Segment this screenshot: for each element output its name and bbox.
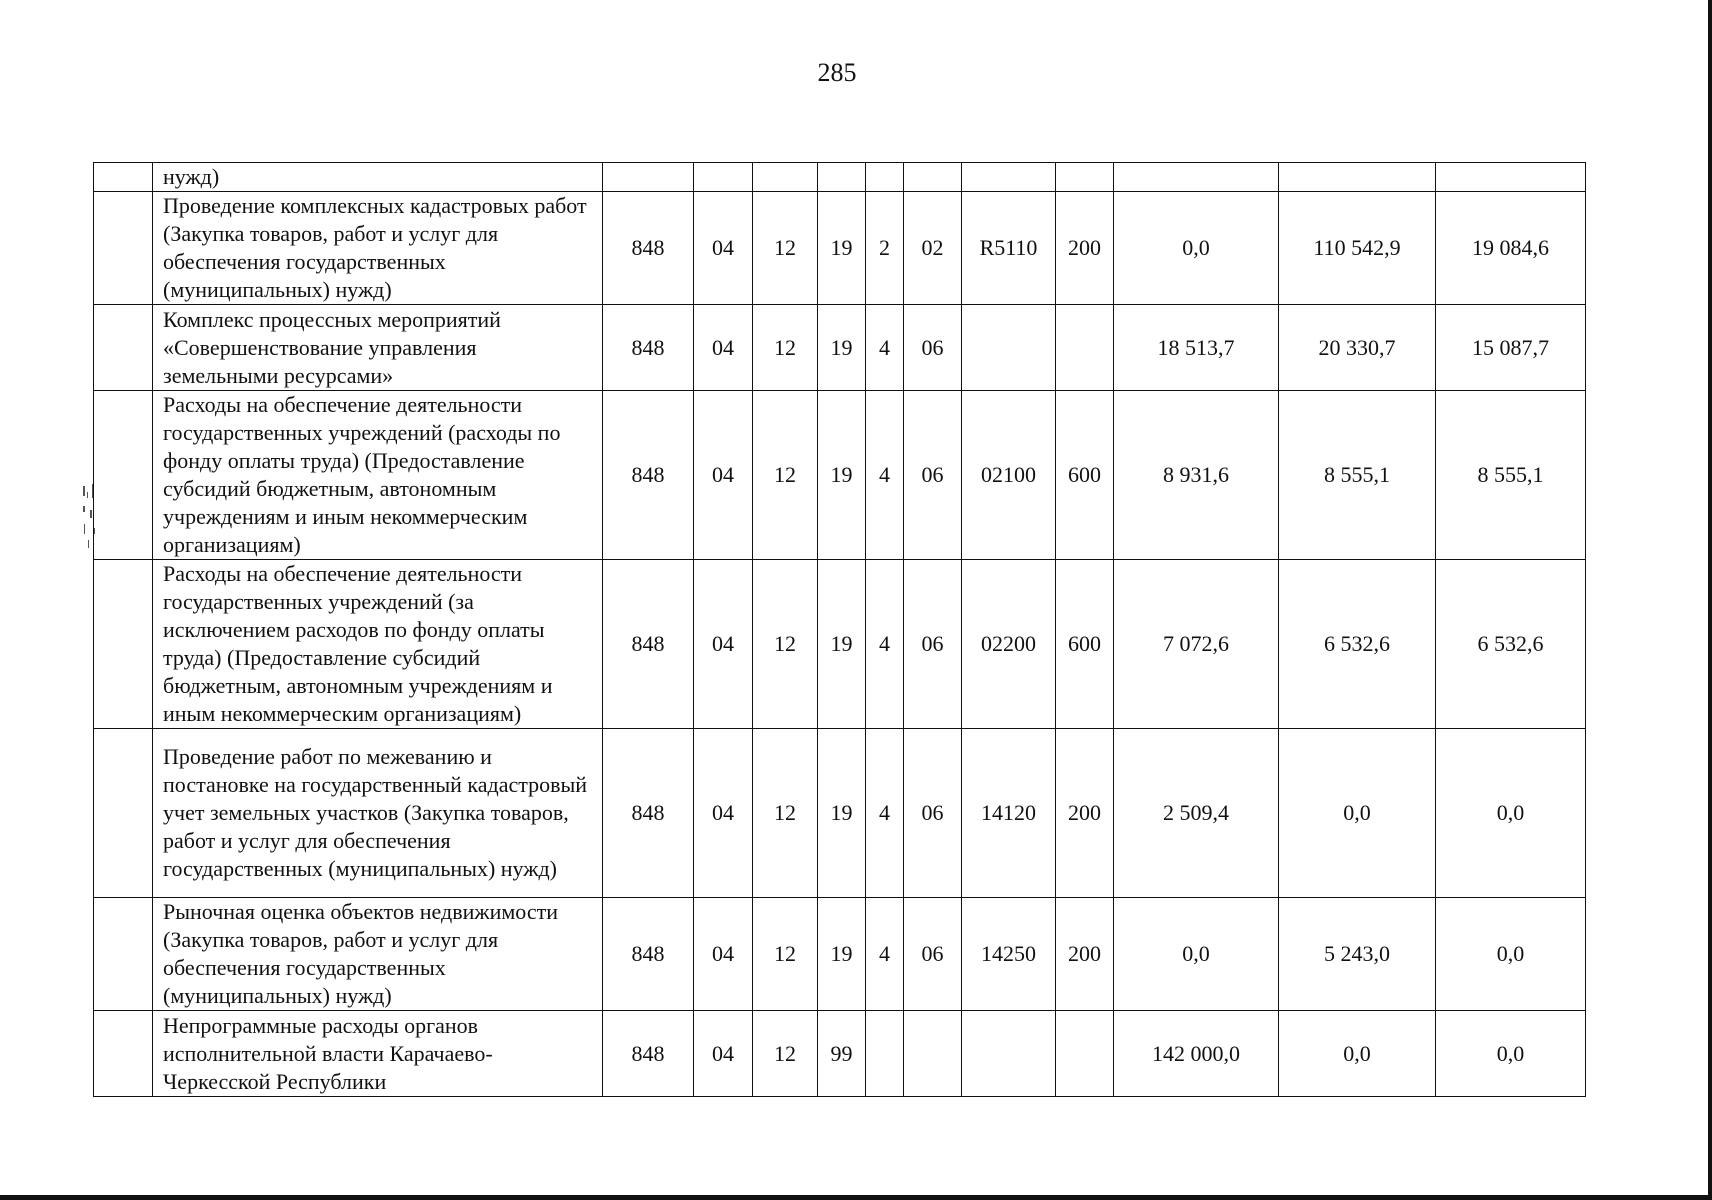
target-article-cell: R5110 bbox=[962, 192, 1056, 305]
amount-year-3-cell: 15 087,7 bbox=[1436, 305, 1586, 391]
subsection-code-cell: 12 bbox=[753, 305, 818, 391]
subprogram-code-cell: 2 bbox=[866, 192, 904, 305]
amount-year-2-cell: 6 532,6 bbox=[1279, 560, 1436, 729]
ministry-code-cell: 848 bbox=[603, 391, 694, 560]
ministry-code-cell: 848 bbox=[603, 1011, 694, 1097]
section-code-cell: 04 bbox=[694, 1011, 753, 1097]
program-code-cell: 19 bbox=[818, 898, 866, 1011]
section-code-cell: 04 bbox=[694, 305, 753, 391]
target-article-cell bbox=[962, 305, 1056, 391]
amount-year-3-cell: 0,0 bbox=[1436, 1011, 1586, 1097]
amount-year-1-cell: 7 072,6 bbox=[1114, 560, 1279, 729]
subprogram-code-cell: 4 bbox=[866, 729, 904, 898]
table-row bbox=[94, 192, 1586, 305]
expense-type-cell: 200 bbox=[1056, 729, 1114, 898]
amount-year-1-cell: 2 509,4 bbox=[1114, 729, 1279, 898]
subsection-code-cell: 12 bbox=[753, 1011, 818, 1097]
event-code-cell: 02 bbox=[904, 192, 962, 305]
expense-type-cell: 200 bbox=[1056, 192, 1114, 305]
description-cell: Расходы на обеспечение деятельности государственных учреждений (расходы по фонду оплаты труда) (Предоставление субсидий бюджетным, автономным учреждениям и иным некоммерческим организациям) bbox=[153, 391, 603, 560]
amount-year-2-cell: 20 330,7 bbox=[1279, 305, 1436, 391]
ministry-code-cell: 848 bbox=[603, 560, 694, 729]
description-cell: Комплекс процессных мероприятий «Совершенствование управления земельными ресурсами» bbox=[153, 305, 603, 391]
expense-type-cell bbox=[1056, 305, 1114, 391]
budget-table bbox=[93, 162, 1586, 1097]
description-cell: нужд) bbox=[153, 163, 603, 192]
section-code-cell: 04 bbox=[694, 729, 753, 898]
amount-year-2-cell: 5 243,0 bbox=[1279, 898, 1436, 1011]
amount-year-1-cell: 18 513,7 bbox=[1114, 305, 1279, 391]
ministry-code-cell: 848 bbox=[603, 898, 694, 1011]
amount-year-1-cell: 0,0 bbox=[1114, 898, 1279, 1011]
amount-year-3-cell: 6 532,6 bbox=[1436, 560, 1586, 729]
margin-scan-mark bbox=[80, 480, 108, 560]
program-code-cell bbox=[818, 163, 866, 192]
ministry-code-cell: 848 bbox=[603, 729, 694, 898]
program-code-cell: 19 bbox=[818, 305, 866, 391]
target-article-cell: 14250 bbox=[962, 898, 1056, 1011]
subprogram-code-cell bbox=[866, 163, 904, 192]
section-code-cell: 04 bbox=[694, 192, 753, 305]
event-code-cell bbox=[904, 1011, 962, 1097]
row-index-cell bbox=[94, 1011, 153, 1097]
subsection-code-cell: 12 bbox=[753, 560, 818, 729]
table-row bbox=[94, 305, 1586, 391]
amount-year-1-cell: 0,0 bbox=[1114, 192, 1279, 305]
amount-year-3-cell: 0,0 bbox=[1436, 898, 1586, 1011]
target-article-cell: 14120 bbox=[962, 729, 1056, 898]
amount-year-1-cell: 8 931,6 bbox=[1114, 391, 1279, 560]
expense-type-cell: 200 bbox=[1056, 898, 1114, 1011]
table-row bbox=[94, 1011, 1586, 1097]
program-code-cell: 19 bbox=[818, 560, 866, 729]
program-code-cell: 99 bbox=[818, 1011, 866, 1097]
description-cell: Непрограммные расходы органов исполнительной власти Карачаево-Черкесской Республики bbox=[153, 1011, 603, 1097]
target-article-cell bbox=[962, 1011, 1056, 1097]
amount-year-2-cell: 110 542,9 bbox=[1279, 192, 1436, 305]
event-code-cell: 06 bbox=[904, 391, 962, 560]
row-index-cell bbox=[94, 163, 153, 192]
description-cell: Расходы на обеспечение деятельности государственных учреждений (за исключением расходов по фонду оплаты труда) (Предоставление субсидий бюджетным, автономным учреждениям и иным некоммерческим организациям) bbox=[153, 560, 603, 729]
amount-year-2-cell: 8 555,1 bbox=[1279, 391, 1436, 560]
row-index-cell bbox=[94, 560, 153, 729]
subprogram-code-cell: 4 bbox=[866, 305, 904, 391]
subprogram-code-cell: 4 bbox=[866, 391, 904, 560]
section-code-cell: 04 bbox=[694, 898, 753, 1011]
subprogram-code-cell: 4 bbox=[866, 898, 904, 1011]
table-row bbox=[94, 391, 1586, 560]
scan-bottom-edge bbox=[0, 1195, 1712, 1200]
event-code-cell: 06 bbox=[904, 898, 962, 1011]
table-row bbox=[94, 163, 1586, 192]
ministry-code-cell bbox=[603, 163, 694, 192]
subsection-code-cell bbox=[753, 163, 818, 192]
event-code-cell bbox=[904, 163, 962, 192]
program-code-cell: 19 bbox=[818, 729, 866, 898]
scan-right-edge bbox=[1708, 0, 1712, 1200]
amount-year-2-cell: 0,0 bbox=[1279, 1011, 1436, 1097]
section-code-cell: 04 bbox=[694, 391, 753, 560]
row-index-cell bbox=[94, 898, 153, 1011]
target-article-cell: 02100 bbox=[962, 391, 1056, 560]
event-code-cell: 06 bbox=[904, 305, 962, 391]
event-code-cell: 06 bbox=[904, 729, 962, 898]
event-code-cell: 06 bbox=[904, 560, 962, 729]
table-row bbox=[94, 898, 1586, 1011]
page-number: 285 bbox=[817, 58, 857, 87]
expense-type-cell: 600 bbox=[1056, 391, 1114, 560]
row-index-cell bbox=[94, 305, 153, 391]
amount-year-1-cell bbox=[1114, 163, 1279, 192]
amount-year-2-cell: 0,0 bbox=[1279, 729, 1436, 898]
target-article-cell bbox=[962, 163, 1056, 192]
expense-type-cell bbox=[1056, 163, 1114, 192]
section-code-cell bbox=[694, 163, 753, 192]
amount-year-3-cell: 0,0 bbox=[1436, 729, 1586, 898]
subsection-code-cell: 12 bbox=[753, 729, 818, 898]
description-cell: Рыночная оценка объектов недвижимости (Закупка товаров, работ и услуг для обеспечения государственных (муниципальных) нужд) bbox=[153, 898, 603, 1011]
subsection-code-cell: 12 bbox=[753, 898, 818, 1011]
amount-year-3-cell: 19 084,6 bbox=[1436, 192, 1586, 305]
amount-year-1-cell: 142 000,0 bbox=[1114, 1011, 1279, 1097]
subprogram-code-cell: 4 bbox=[866, 560, 904, 729]
ministry-code-cell: 848 bbox=[603, 192, 694, 305]
description-cell: Проведение работ по межеванию и постановке на государственный кадастровый учет земельных участков (Закупка товаров, работ и услуг для обеспечения государственных (муниципальных) нужд) bbox=[153, 729, 603, 898]
program-code-cell: 19 bbox=[818, 192, 866, 305]
section-code-cell: 04 bbox=[694, 560, 753, 729]
subprogram-code-cell bbox=[866, 1011, 904, 1097]
row-index-cell bbox=[94, 192, 153, 305]
expense-type-cell: 600 bbox=[1056, 560, 1114, 729]
table-row bbox=[94, 560, 1586, 729]
ministry-code-cell: 848 bbox=[603, 305, 694, 391]
amount-year-3-cell bbox=[1436, 163, 1586, 192]
row-index-cell bbox=[94, 729, 153, 898]
amount-year-3-cell: 8 555,1 bbox=[1436, 391, 1586, 560]
subsection-code-cell: 12 bbox=[753, 192, 818, 305]
target-article-cell: 02200 bbox=[962, 560, 1056, 729]
table-row bbox=[94, 729, 1586, 898]
expense-type-cell bbox=[1056, 1011, 1114, 1097]
amount-year-2-cell bbox=[1279, 163, 1436, 192]
subsection-code-cell: 12 bbox=[753, 391, 818, 560]
program-code-cell: 19 bbox=[818, 391, 866, 560]
description-cell: Проведение комплексных кадастровых работ (Закупка товаров, работ и услуг для обеспечения государственных (муниципальных) нужд) bbox=[153, 192, 603, 305]
